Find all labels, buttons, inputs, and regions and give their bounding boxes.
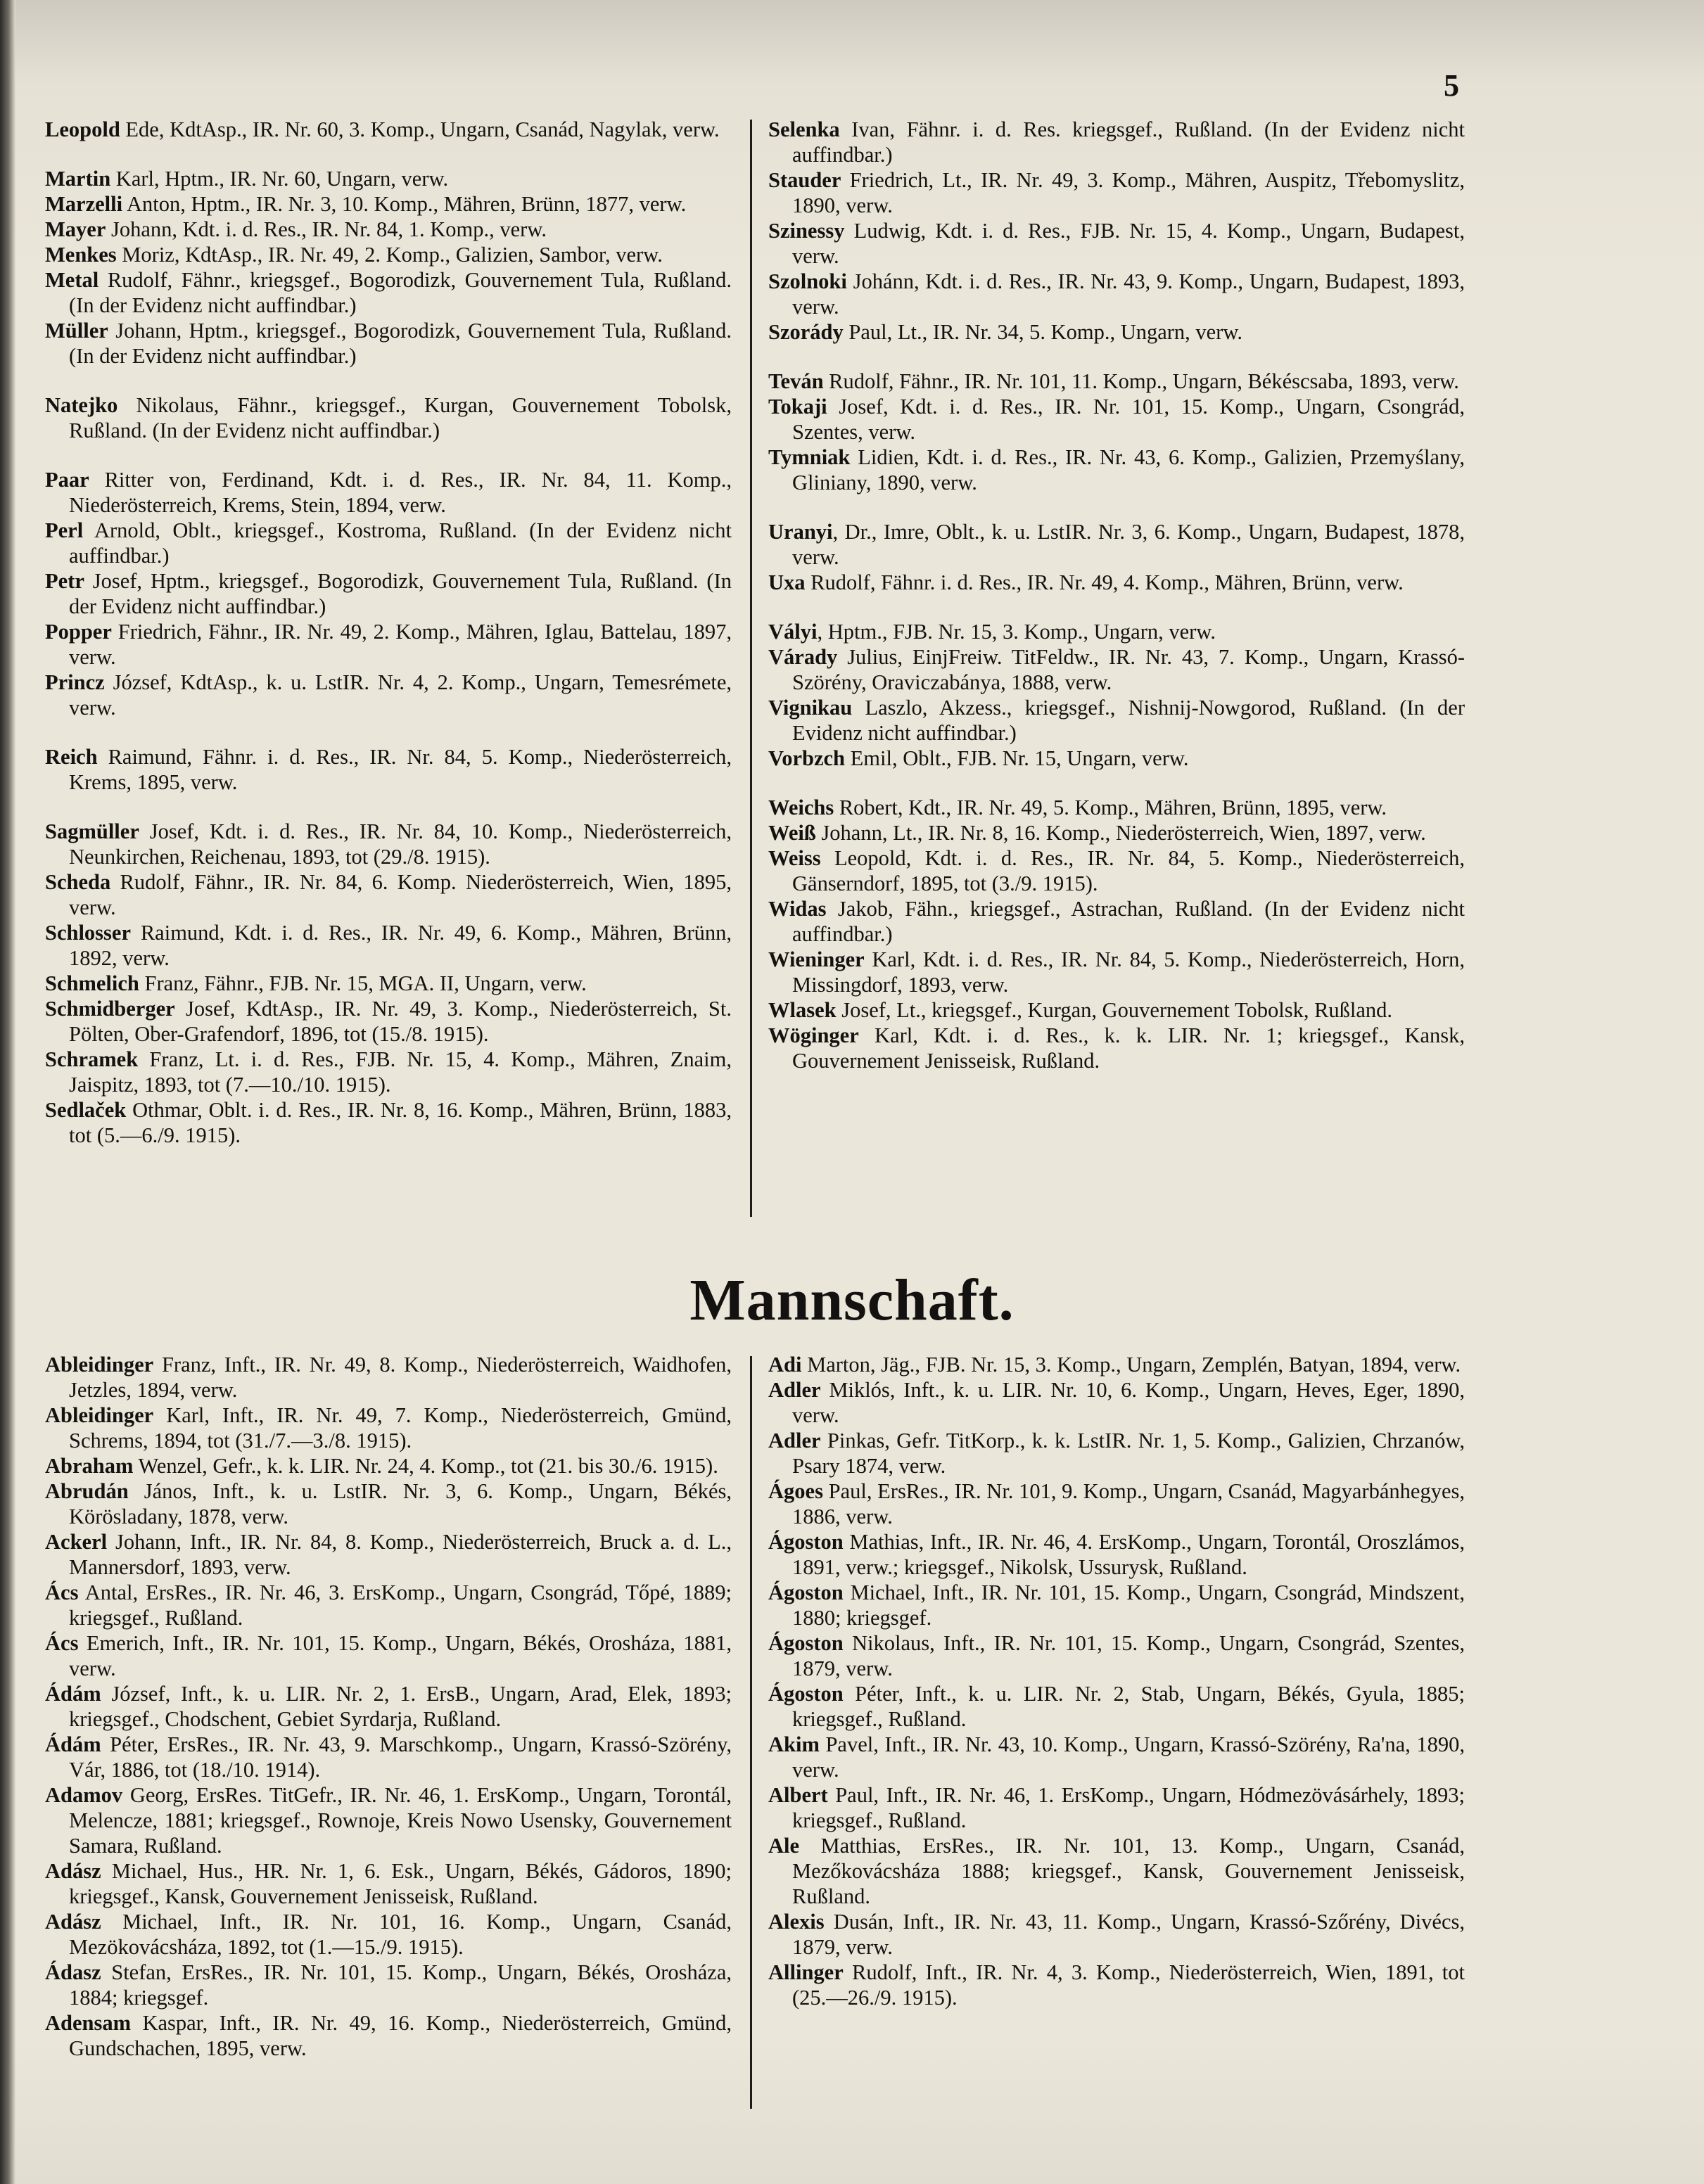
list-entry — [45, 744, 732, 795]
list-entry — [768, 845, 1465, 896]
list-entry — [45, 1782, 732, 1858]
entry-details: Johann, Inft., IR. Nr. 84, 8. Komp., Niederösterreich, Bruck a. d. L., Mannersdorf, 1893, verw. — [69, 1530, 732, 1579]
list-entry — [45, 467, 732, 518]
entry-details: Matthias, ErsRes., IR. Nr. 101, 13. Komp., Ungarn, Csanád, Mezőkovácsháza 1888; kriegsgef., Kansk, Gouvernement Jenisseisk, Rußland. — [792, 1834, 1465, 1908]
list-entry — [768, 820, 1465, 845]
entry-details: Josef, KdtAsp., IR. Nr. 49, 3. Komp., Niederösterreich, St. Pölten, Ober-Grafendorf, 1896, tot (15./8. 1915). — [69, 997, 732, 1046]
list-entry — [768, 1529, 1465, 1580]
entry-details: Johann, Hptm., kriegsgef., Bogorodizk, Gouvernement Tula, Rußland. (In der Evidenz nicht auffindbar.) — [69, 319, 732, 368]
list-entry — [45, 971, 732, 996]
entry-details: Julius, EinjFreiw. TitFeldw., IR. Nr. 43, 7. Komp., Ungarn, Krassó-Szörény, Oraviczabánya, 1888, verw. — [792, 645, 1465, 694]
entry-details: Raimund, Kdt. i. d. Res., IR. Nr. 49, 6. Komp., Mähren, Brünn, 1892, verw. — [69, 921, 732, 970]
entry-details: Josef, Hptm., kriegsgef., Bogorodizk, Gouvernement Tula, Rußland. (In der Evidenz nicht auffindbar.) — [69, 569, 732, 618]
list-entry — [45, 1047, 732, 1097]
list-entry — [45, 1352, 732, 1403]
list-entry — [45, 166, 732, 191]
entry-surname: Akim — [768, 1732, 820, 1756]
entry-surname: Vignikau — [768, 696, 853, 720]
entry-surname: Ale — [768, 1834, 800, 1858]
entry-surname: Paar — [45, 468, 89, 492]
list-entry — [768, 117, 1465, 167]
entry-surname: Weiss — [768, 846, 821, 870]
list-entry — [45, 1858, 732, 1909]
entry-surname: Ács — [45, 1631, 79, 1655]
entry-details: Friedrich, Fähnr., IR. Nr. 49, 2. Komp., Mähren, Iglau, Battelau, 1897, verw. — [69, 620, 732, 669]
entry-surname: Schmidberger — [45, 997, 175, 1021]
entry-details: Raimund, Fähnr. i. d. Res., IR. Nr. 84, 5. Komp., Niederösterreich, Krems, 1895, verw. — [69, 745, 732, 794]
entry-surname: Popper — [45, 620, 112, 644]
entry-surname: Ágoston — [768, 1580, 844, 1604]
list-entry — [45, 996, 732, 1047]
entry-surname: Ádám — [45, 1732, 101, 1756]
entry-details: Karl, Kdt. i. d. Res., IR. Nr. 84, 5. Komp., Niederösterreich, Horn, Missingdorf, 1893, verw. — [792, 947, 1465, 997]
list-entry — [45, 1909, 732, 1960]
entry-surname: Metal — [45, 268, 99, 292]
entry-surname: Ádám — [45, 1682, 101, 1706]
list-entry — [768, 519, 1465, 570]
entry-surname: Menkes — [45, 243, 117, 267]
entry-surname: Müller — [45, 319, 108, 343]
entry-surname: Selenka — [768, 117, 840, 141]
entry-details: József, Inft., k. u. LIR. Nr. 2, 1. ErsB., Ungarn, Arad, Elek, 1893; kriegsgef., Chodschent, Gebiet Syrdarja, Rußland. — [69, 1682, 732, 1731]
entry-details: Antal, ErsRes., IR. Nr. 46, 3. ErsKomp., Ungarn, Csongrád, Tőpé, 1889; kriegsgef., Rußland. — [69, 1580, 732, 1630]
entry-surname: Sedlaček — [45, 1098, 127, 1122]
entry-details: Leopold, Kdt. i. d. Res., IR. Nr. 84, 5. Komp., Niederösterreich, Gänserndorf, 1895, tot (3./9. 1915). — [792, 846, 1465, 895]
list-entry — [768, 896, 1465, 947]
entry-details: Rudolf, Fähnr., IR. Nr. 101, 11. Komp., Ungarn, Békéscsaba, 1893, verw. — [823, 369, 1459, 393]
list-entry — [768, 644, 1465, 695]
entry-details: Pavel, Inft., IR. Nr. 43, 10. Komp., Ungarn, Krassó-Szörény, Ra'na, 1890, verw. — [792, 1732, 1465, 1782]
entry-surname: Szorády — [768, 320, 844, 344]
entry-surname: Schmelich — [45, 971, 139, 995]
list-entry — [768, 1352, 1465, 1377]
entry-details: Robert, Kdt., IR. Nr. 49, 5. Komp., Mähren, Brünn, 1895, verw. — [834, 796, 1387, 819]
entry-details: Johann, Lt., IR. Nr. 8, 16. Komp., Niederösterreich, Wien, 1897, verw. — [815, 821, 1426, 845]
entry-surname: Teván — [768, 369, 824, 393]
entry-details: Michael, Inft., IR. Nr. 101, 16. Komp., Ungarn, Csanád, Mezökovácsháza, 1892, tot (1.—15./9. 1915). — [69, 1910, 732, 1959]
column-divider-bottom — [750, 1356, 752, 2109]
entry-surname: Wlasek — [768, 998, 837, 1022]
entry-details: Franz, Fähnr., FJB. Nr. 15, MGA. II, Ungarn, verw. — [139, 971, 587, 995]
list-entry — [768, 319, 1465, 345]
entry-surname: Tokaji — [768, 395, 827, 419]
list-entry — [45, 1630, 732, 1681]
entry-details: Michael, Hus., HR. Nr. 1, 6. Esk., Ungarn, Békés, Gádoros, 1890; kriegsgef., Kansk, Gouvernement Jenisseisk, Rußland. — [69, 1859, 732, 1908]
entry-surname: Uranyi — [768, 520, 833, 544]
entry-surname: Adász — [45, 1910, 101, 1934]
entry-details: Johann, Kdt. i. d. Res., IR. Nr. 84, 1. Komp., verw. — [106, 217, 547, 241]
entry-details: Anton, Hptm., IR. Nr. 3, 10. Komp., Mähren, Brünn, 1877, verw. — [122, 192, 687, 216]
entry-details: Ede, KdtAsp., IR. Nr. 60, 3. Komp., Ungarn, Csanád, Nagylak, verw. — [120, 117, 720, 141]
entry-details: Karl, Kdt. i. d. Res., k. k. LIR. Nr. 1; kriegsgef., Kansk, Gouvernement Jenisseisk, Rußland. — [792, 1023, 1465, 1073]
officers-column-right — [768, 117, 1465, 1073]
entry-surname: Weichs — [768, 796, 834, 819]
mannschaft-column-left — [45, 1352, 732, 2061]
list-entry — [45, 1960, 732, 2010]
entry-details: Arnold, Oblt., kriegsgef., Kostroma, Rußland. (In der Evidenz nicht auffindbar.) — [69, 518, 732, 568]
entry-surname: Martin — [45, 167, 111, 191]
page-number: 5 — [1444, 68, 1459, 103]
list-entry — [45, 1681, 732, 1732]
list-entry — [768, 1833, 1465, 1909]
entry-surname: Reich — [45, 745, 98, 769]
entry-details: Moriz, KdtAsp., IR. Nr. 49, 2. Komp., Galizien, Sambor, verw. — [116, 243, 663, 267]
entry-details: Karl, Inft., IR. Nr. 49, 7. Komp., Niederösterreich, Gmünd, Schrems, 1894, tot (31./7.—3./8. 1915). — [69, 1403, 732, 1452]
list-entry — [45, 117, 732, 142]
entry-details: Ritter von, Ferdinand, Kdt. i. d. Res., IR. Nr. 84, 11. Komp., Niederösterreich, Krems, Stein, 1894, verw. — [69, 468, 732, 517]
list-entry — [45, 1479, 732, 1529]
entry-surname: Várady — [768, 645, 838, 669]
entry-surname: Mayer — [45, 217, 106, 241]
section-heading-mannschaft: Mannschaft. — [689, 1267, 1015, 1333]
entry-surname: Szolnoki — [768, 269, 847, 293]
list-entry — [768, 445, 1465, 495]
list-entry — [768, 1909, 1465, 1960]
entry-details: Rudolf, Fähnr. i. d. Res., IR. Nr. 49, 4. Komp., Mähren, Brünn, verw. — [805, 570, 1404, 594]
list-entry — [45, 318, 732, 369]
entry-surname: Adász — [45, 1859, 101, 1883]
entry-details: Karl, Hptm., IR. Nr. 60, Ungarn, verw. — [110, 167, 449, 191]
entry-details: Josef, Kdt. i. d. Res., IR. Nr. 101, 15. Komp., Ungarn, Csongrád, Szentes, verw. — [792, 395, 1465, 444]
entry-surname: Allinger — [768, 1960, 844, 1984]
entry-surname: Princz — [45, 670, 105, 694]
list-entry — [45, 267, 732, 318]
entry-surname: Ágoston — [768, 1682, 844, 1706]
entry-surname: Abrudán — [45, 1479, 129, 1503]
entry-details: Stefan, ErsRes., IR. Nr. 101, 15. Komp., Ungarn, Békés, Orosháza, 1884; kriegsgef. — [69, 1960, 732, 2010]
entry-details: Wenzel, Gefr., k. k. LIR. Nr. 24, 4. Komp., tot (21. bis 30./6. 1915). — [133, 1454, 718, 1478]
list-entry — [768, 795, 1465, 820]
list-entry — [768, 947, 1465, 997]
entry-surname: Ádasz — [45, 1960, 101, 1984]
entry-details: Franz, Lt. i. d. Res., FJB. Nr. 15, 4. Komp., Mähren, Znaim, Jaispitz, 1893, tot (7.—10./10. 1915). — [69, 1047, 732, 1097]
list-entry — [45, 920, 732, 971]
entry-surname: Ableidinger — [45, 1403, 154, 1427]
list-entry — [45, 869, 732, 920]
entry-details: Ludwig, Kdt. i. d. Res., FJB. Nr. 15, 4. Komp., Ungarn, Budapest, verw. — [792, 219, 1465, 268]
entry-surname: Sagmüller — [45, 819, 139, 843]
list-entry — [45, 191, 732, 217]
mannschaft-column-right — [768, 1352, 1465, 2010]
list-entry — [45, 2010, 732, 2061]
list-entry — [45, 1097, 732, 1148]
entry-surname: Adensam — [45, 2011, 132, 2035]
list-entry — [45, 619, 732, 670]
column-divider-top — [750, 120, 752, 1217]
entry-surname: Schramek — [45, 1047, 139, 1071]
entry-surname: Widas — [768, 897, 827, 921]
entry-details: Laszlo, Akzess., kriegsgef., Nishnij-Nowgorod, Rußland. (In der Evidenz nicht auffindbar.) — [792, 696, 1465, 745]
list-entry — [768, 1630, 1465, 1681]
entry-details: Pinkas, Gefr. TitKorp., k. k. LstIR. Nr. 1, 5. Komp., Galizien, Chrzanów, Psary 1874, verw. — [792, 1429, 1465, 1478]
list-entry — [45, 242, 732, 267]
list-entry — [768, 1681, 1465, 1732]
entry-surname: Ágoston — [768, 1530, 844, 1554]
entry-details: , Dr., Imre, Oblt., k. u. LstIR. Nr. 3, 6. Komp., Ungarn, Budapest, 1878, verw. — [792, 520, 1465, 569]
entry-details: Paul, Inft., IR. Nr. 46, 1. ErsKomp., Ungarn, Hódmezövásárhely, 1893; kriegsgef., Rußland. — [792, 1783, 1465, 1832]
list-entry — [768, 1732, 1465, 1782]
entry-details: Franz, Inft., IR. Nr. 49, 8. Komp., Niederösterreich, Waidhofen, Jetzles, 1894, verw. — [69, 1353, 732, 1402]
officers-column-left — [45, 117, 732, 1148]
list-entry — [45, 1529, 732, 1580]
entry-details: Emerich, Inft., IR. Nr. 101, 15. Komp., Ungarn, Békés, Orosháza, 1881, verw. — [69, 1631, 732, 1680]
entry-surname: Natejko — [45, 393, 118, 417]
list-entry — [768, 570, 1465, 595]
list-entry — [768, 167, 1465, 218]
list-entry — [45, 1580, 732, 1630]
entry-surname: Uxa — [768, 570, 806, 594]
entry-details: Josef, Lt., kriegsgef., Kurgan, Gouvernement Tobolsk, Rußland. — [836, 998, 1393, 1022]
entry-surname: Ács — [45, 1580, 79, 1604]
entry-surname: Adamov — [45, 1783, 123, 1807]
entry-details: József, KdtAsp., k. u. LstIR. Nr. 4, 2. Komp., Ungarn, Temesrémete, verw. — [69, 670, 732, 720]
entry-details: Mathias, Inft., IR. Nr. 46, 4. ErsKomp., Ungarn, Torontál, Oroszlámos, 1891, verw.; kriegsgef., Nikolsk, Ussurysk, Rußland. — [792, 1530, 1465, 1579]
entry-surname: Scheda — [45, 870, 111, 894]
entry-surname: Adi — [768, 1353, 802, 1377]
entry-details: Paul, ErsRes., IR. Nr. 101, 9. Komp., Ungarn, Csanád, Magyarbánhegyes, 1886, verw. — [792, 1479, 1465, 1528]
list-entry — [768, 218, 1465, 269]
entry-surname: Albert — [768, 1783, 828, 1807]
list-entry — [45, 568, 732, 619]
list-entry — [768, 1580, 1465, 1630]
entry-details: Paul, Lt., IR. Nr. 34, 5. Komp., Ungarn, verw. — [843, 320, 1243, 344]
list-entry — [768, 1960, 1465, 2010]
entry-surname: Adler — [768, 1378, 821, 1402]
list-entry — [768, 1377, 1465, 1428]
entry-surname: Perl — [45, 518, 84, 542]
list-entry — [768, 1023, 1465, 1073]
entry-details: Péter, Inft., k. u. LIR. Nr. 2, Stab, Ungarn, Békés, Gyula, 1885; kriegsgef., Rußland. — [792, 1682, 1465, 1731]
list-entry — [768, 269, 1465, 319]
entry-surname: Leopold — [45, 117, 120, 141]
entry-details: Marton, Jäg., FJB. Nr. 15, 3. Komp., Ungarn, Zemplén, Batyan, 1894, verw. — [801, 1353, 1461, 1377]
entry-details: János, Inft., k. u. LstIR. Nr. 3, 6. Komp., Ungarn, Békés, Körösladany, 1878, verw. — [69, 1479, 732, 1528]
entry-surname: Alexis — [768, 1910, 825, 1934]
list-entry — [45, 819, 732, 869]
entry-surname: Ágoston — [768, 1631, 844, 1655]
entry-details: Lidien, Kdt. i. d. Res., IR. Nr. 43, 6. Komp., Galizien, Przemyślany, Gliniany, 1890, verw. — [792, 445, 1465, 494]
entry-surname: Ableidinger — [45, 1353, 154, 1377]
list-entry — [45, 1403, 732, 1453]
list-entry — [768, 746, 1465, 771]
entry-details: Rudolf, Inft., IR. Nr. 4, 3. Komp., Niederösterreich, Wien, 1891, tot (25.—26./9. 1915). — [792, 1960, 1465, 2010]
entry-surname: Wieninger — [768, 947, 865, 971]
entry-surname: Marzelli — [45, 192, 123, 216]
entry-surname: Stauder — [768, 168, 841, 192]
entry-surname: Ackerl — [45, 1530, 108, 1554]
entry-details: Jakob, Fähn., kriegsgef., Astrachan, Rußland. (In der Evidenz nicht auffindbar.) — [792, 897, 1465, 946]
list-entry — [768, 394, 1465, 445]
entry-details: Kaspar, Inft., IR. Nr. 49, 16. Komp., Niederösterreich, Gmünd, Gundschachen, 1895, verw. — [69, 2011, 732, 2060]
entry-details: Péter, ErsRes., IR. Nr. 43, 9. Marschkomp., Ungarn, Krassó-Szörény, Vár, 1886, tot (18./10. 1914). — [69, 1732, 732, 1782]
entry-details: Friedrich, Lt., IR. Nr. 49, 3. Komp., Mähren, Auspitz, Třebomyslitz, 1890, verw. — [792, 168, 1465, 217]
entry-surname: Tymniak — [768, 445, 851, 469]
list-entry — [768, 369, 1465, 394]
entry-details: Josef, Kdt. i. d. Res., IR. Nr. 84, 10. Komp., Niederösterreich, Neunkirchen, Reichenau, 1893, tot (29./8. 1915). — [69, 819, 732, 869]
entry-details: Dusán, Inft., IR. Nr. 43, 11. Komp., Ungarn, Krassó-Szőrény, Divécs, 1879, verw. — [792, 1910, 1465, 1959]
entry-surname: Petr — [45, 569, 84, 593]
entry-surname: Szinessy — [768, 219, 845, 243]
list-entry — [768, 1428, 1465, 1479]
list-entry — [45, 392, 732, 443]
entry-details: Miklós, Inft., k. u. LIR. Nr. 10, 6. Komp., Ungarn, Heves, Eger, 1890, verw. — [792, 1378, 1465, 1427]
entry-surname: Schlosser — [45, 921, 131, 945]
entry-details: Rudolf, Fähnr., kriegsgef., Bogorodizk, Gouvernement Tula, Rußland. (In der Evidenz nicht auffindbar.) — [69, 268, 732, 317]
list-entry — [768, 997, 1465, 1023]
entry-surname: Adler — [768, 1429, 821, 1452]
list-entry — [45, 518, 732, 568]
list-entry — [768, 695, 1465, 746]
entry-surname: Vorbzch — [768, 746, 846, 770]
entry-details: Georg, ErsRes. TitGefr., IR. Nr. 46, 1. ErsKomp., Ungarn, Torontál, Melencze, 1881; kriegsgef., Rownoje, Kreis Nowo Usensky, Gouvernement Samara, Rußland. — [69, 1783, 732, 1858]
entry-details: Michael, Inft., IR. Nr. 101, 15. Komp., Ungarn, Csongrád, Mindszent, 1880; kriegsgef. — [792, 1580, 1465, 1630]
list-entry — [45, 670, 732, 720]
list-entry — [768, 619, 1465, 644]
list-entry — [768, 1782, 1465, 1833]
list-entry — [45, 1732, 732, 1782]
page-binding-edge — [0, 0, 15, 2184]
list-entry — [45, 217, 732, 242]
entry-details: Othmar, Oblt. i. d. Res., IR. Nr. 8, 16. Komp., Mähren, Brünn, 1883, tot (5.—6./9. 1915). — [69, 1098, 732, 1147]
entry-details: Johánn, Kdt. i. d. Res., IR. Nr. 43, 9. Komp., Ungarn, Budapest, 1893, verw. — [792, 269, 1465, 319]
entry-surname: Vályi — [768, 620, 818, 644]
entry-details: , Hptm., FJB. Nr. 15, 3. Komp., Ungarn, verw. — [817, 620, 1216, 644]
list-entry — [768, 1479, 1465, 1529]
entry-details: Ivan, Fähnr. i. d. Res. kriegsgef., Rußland. (In der Evidenz nicht auffindbar.) — [792, 117, 1465, 167]
entry-surname: Wöginger — [768, 1023, 859, 1047]
entry-details: Emil, Oblt., FJB. Nr. 15, Ungarn, verw. — [845, 746, 1189, 770]
list-entry — [45, 1453, 732, 1479]
entry-surname: Ágoes — [768, 1479, 823, 1503]
entry-surname: Weiß — [768, 821, 816, 845]
entry-details: Rudolf, Fähnr., IR. Nr. 84, 6. Komp. Niederösterreich, Wien, 1895, verw. — [69, 870, 732, 919]
entry-details: Nikolaus, Fähnr., kriegsgef., Kurgan, Gouvernement Tobolsk, Rußland. (In der Evidenz nicht auffindbar.) — [69, 393, 732, 442]
entry-surname: Abraham — [45, 1454, 134, 1478]
entry-details: Nikolaus, Inft., IR. Nr. 101, 15. Komp., Ungarn, Csongrád, Szentes, 1879, verw. — [792, 1631, 1465, 1680]
